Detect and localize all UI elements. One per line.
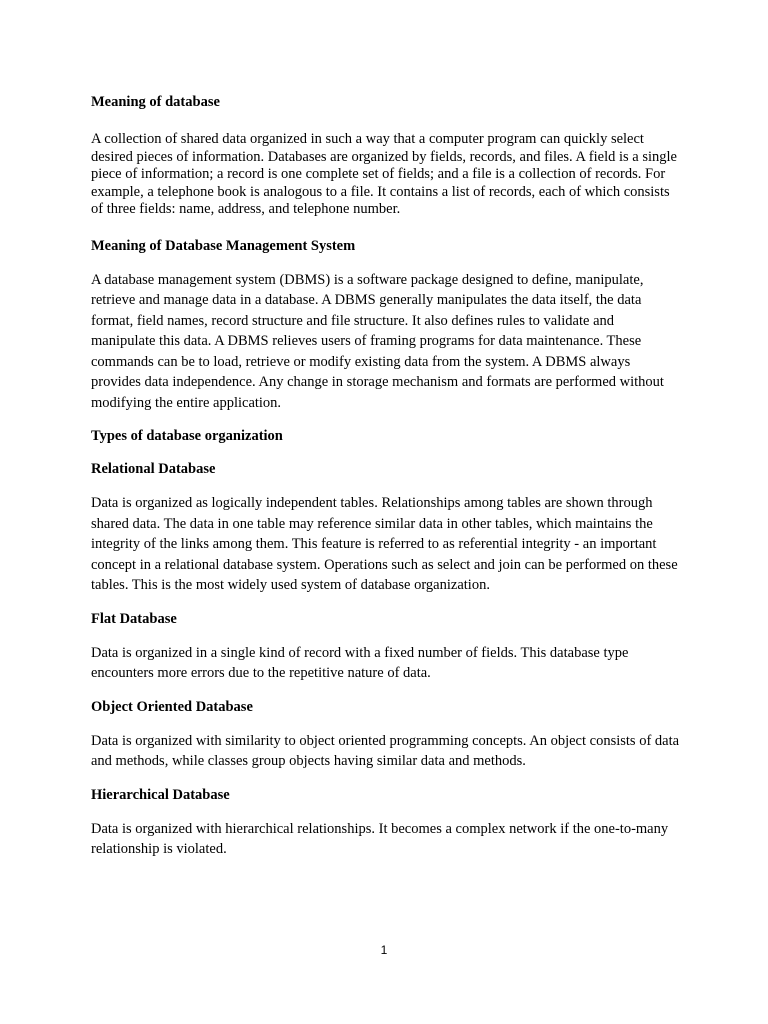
section-heading-relational-database: Relational Database xyxy=(91,461,216,477)
section-paragraph-relational-database: Data is organized as logically independent tables. Relationships among tables are shown through shared data. The data in one table may reference similar data in other tables, which maintains the integrity of the links among them. This feature is referred to as referential integrity - an important concept in a relational database system. Operations such as select and join can be performed on these tables. This is the most widely used system of database organization. xyxy=(91,495,678,593)
section-paragraph-flat-database: Data is organized in a single kind of record with a fixed number of fields. This database type encounters more errors due to the repetitive nature of data. xyxy=(91,644,629,681)
section-heading-object-oriented-database: Object Oriented Database xyxy=(91,698,253,715)
section-paragraph-meaning-of-database: A collection of shared data organized in such a way that a computer program can quickly select desired pieces of information. Databases are organized by fields, records, and files. A field is a single piece of information; a record is one complete set of fields; and a file is a collection of records. For example, a telephone book is analogous to a file. It contains a list of records, each of which consists of three fields: name, address, and telephone number. xyxy=(91,131,677,217)
section-heading-meaning-of-dbms: Meaning of Database Management System xyxy=(91,237,356,254)
section-paragraph-meaning-of-dbms: A database management system (DBMS) is a software package designed to define, manipulate, retrieve and manage data in a database. A DBMS generally manipulates the data itself, the data format, field names, record structure and file structure. It also defines rules to validate and manipulate this data. A DBMS relieves users of framing programs for data maintenance. These commands can be to load, retrieve or modify existing data from the system. A DBMS always provides data independence. Any change in storage mechanism and formats are performed without modifying the entire application. xyxy=(91,271,664,411)
section-heading-flat-database: Flat Database xyxy=(91,610,177,627)
section-heading-hierarchical-database: Hierarchical Database xyxy=(91,786,230,803)
section-paragraph-object-oriented-database: Data is organized with similarity to object oriented programming concepts. An object consists of data and methods, while classes group objects having similar data and methods. xyxy=(91,732,680,769)
document-body xyxy=(91,93,681,860)
section-paragraph-hierarchical-database: Data is organized with hierarchical relationships. It becomes a complex network if the one-to-many relationship is violated. xyxy=(91,820,669,857)
section-heading-meaning-of-database: Meaning of database xyxy=(91,94,220,110)
page-number: 1 xyxy=(380,943,388,957)
section-heading-types-of-database-organization: Types of database organization xyxy=(91,428,283,444)
